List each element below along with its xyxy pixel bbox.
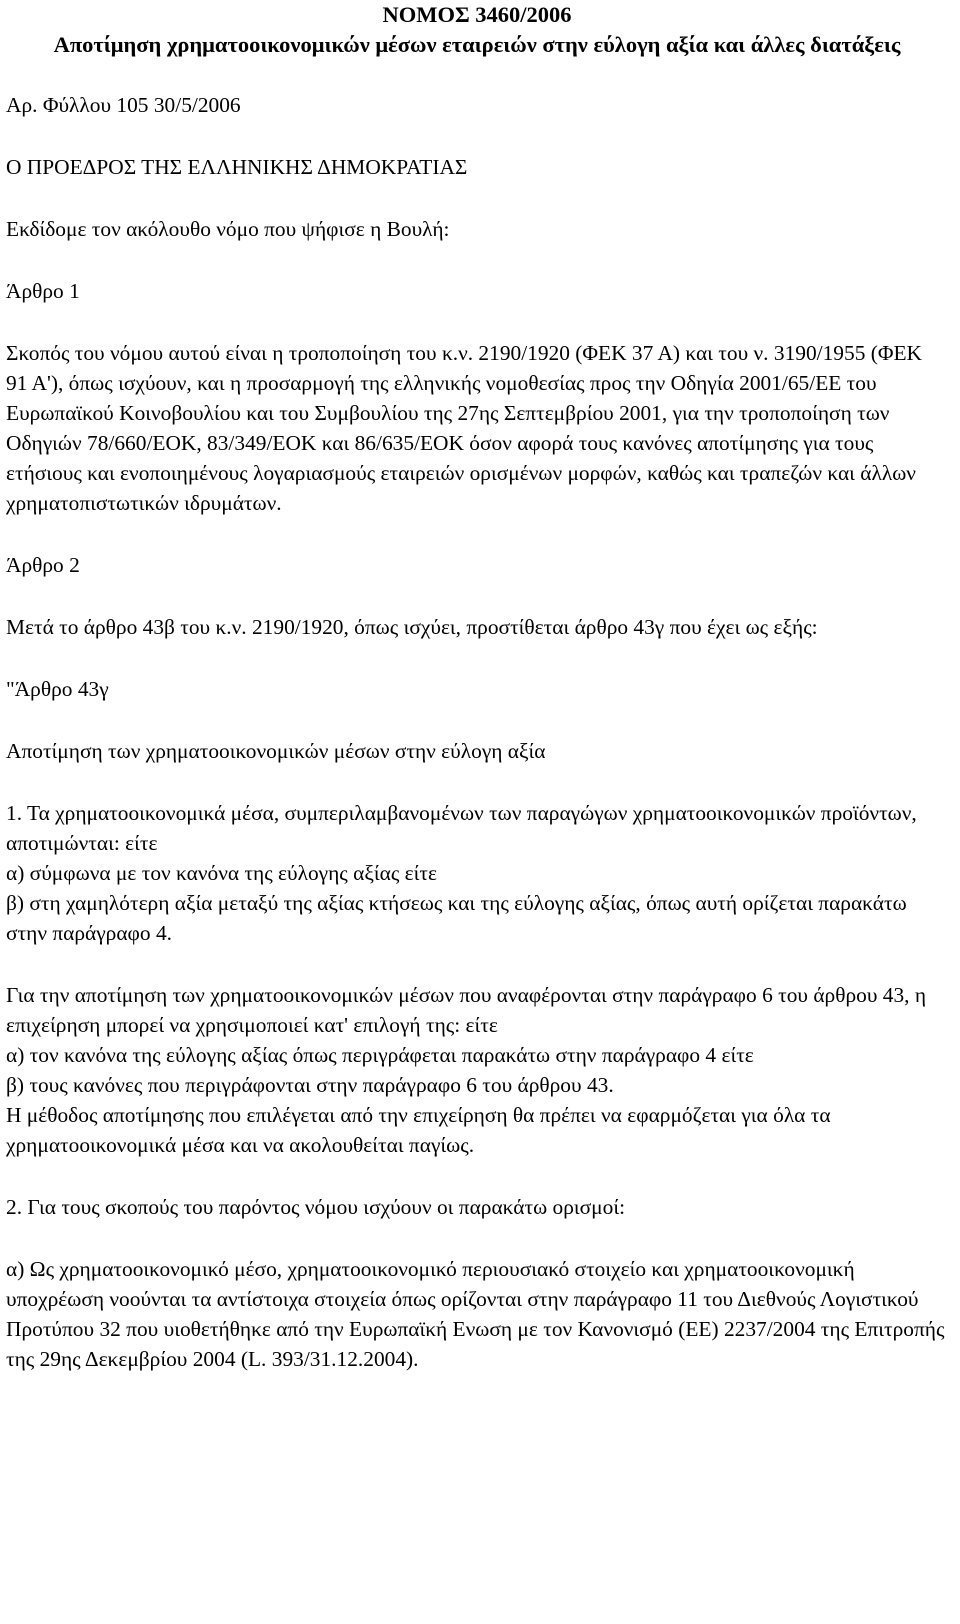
document-body <box>6 90 948 1374</box>
article-43g-heading: "Άρθρο 43γ <box>6 677 109 701</box>
paragraph-1-option-a: α) σύμφωνα με τον κανόνα της εύλογης αξίας είτε <box>6 861 437 885</box>
paragraph-1 <box>6 798 948 948</box>
valuation-option-a: α) τον κανόνα της εύλογης αξίας όπως περιγράφεται παρακάτω στην παράγραφο 4 είτε <box>6 1043 754 1067</box>
law-number: ΝΟΜΟΣ 3460/2006 <box>382 2 572 27</box>
paragraph-2a-text: α) Ως χρηματοοικονομικό μέσο, χρηματοοικονομικό περιουσιακό στοιχείο και χρηματοοικονομική υποχρέωση νοούνται τα αντίστοιχα στοιχεία όπως ορίζονται στην παράγραφο 11 του Διεθνούς Λογιστικού Προτύπου 32 που υιοθετήθηκε από την Ευρωπαϊκή Ενωση με τον Κανονισμό (ΕΕ) 2237/2004 της Επιτροπής της 29ης Δεκεμβρίου 2004 (L. 393/31.12.2004). <box>6 1257 945 1371</box>
document-header <box>6 0 948 60</box>
article-2-heading: Άρθρο 2 <box>6 553 80 577</box>
promulgation-text: Εκδίδομε τον ακόλουθο νόμο που ψήφισε η Βουλή: <box>6 217 450 241</box>
valuation-paragraph <box>6 980 948 1160</box>
article-2-text: Μετά το άρθρο 43β του κ.ν. 2190/1920, όπως ισχύει, προστίθεται άρθρο 43γ που έχει ως εξής: <box>6 615 818 639</box>
paragraph-2-heading: 2. Για τους σκοπούς του παρόντος νόμου ισχύουν οι παρακάτω ορισμοί: <box>6 1195 626 1219</box>
article-1-text: Σκοπός του νόμου αυτού είναι η τροποποίηση του κ.ν. 2190/1920 (ΦΕΚ 37 Α) και του ν. 3190/1955 (ΦΕΚ 91 Α'), όπως ισχύουν, και η προσαρμογή της ελληνικής νομοθεσίας προς την Οδηγία 2001/65/ΕΕ του Ευρωπαϊκού Κοινοβουλίου και του Συμβουλίου της 27ης Σεπτεμβρίου 2001, για την τροποποίηση των Οδηγιών 78/660/ΕΟΚ, 83/349/ΕΟΚ και 86/635/ΕΟΚ όσον αφορά τους κανόνες αποτίμησης για τους ετήσιους και ενοποιημένους λογαριασμούς εταιρειών ορισμένων μορφών, καθώς και τραπεζών και άλλων χρηματοπιστωτικών ιδρυμάτων. <box>6 341 923 515</box>
president-heading: Ο ΠΡΟΕΔΡΟΣ ΤΗΣ ΕΛΛΗΝΙΚΗΣ ΔΗΜΟΚΡΑΤΙΑΣ <box>6 155 468 179</box>
paragraph-1-option-b: β) στη χαμηλότερη αξία μεταξύ της αξίας κτήσεως και της εύλογης αξίας, όπως αυτή ορίζεται παρακάτω στην παράγραφο 4. <box>6 891 907 945</box>
valuation-option-b: β) τους κανόνες που περιγράφονται στην παράγραφο 6 του άρθρου 43. <box>6 1073 614 1097</box>
valuation-method-note: Η μέθοδος αποτίμησης που επιλέγεται από την επιχείρηση θα πρέπει να εφαρμόζεται για όλα τα χρηματοοικονομικά μέσα και να ακολουθείται παγίως. <box>6 1103 831 1157</box>
article-1-heading: Άρθρο 1 <box>6 279 80 303</box>
paragraph-1-intro: 1. Τα χρηματοοικονομικά μέσα, συμπεριλαμβανομένων των παραγώγων χρηματοοικονομικών προϊόντων, αποτιμώνται: είτε <box>6 801 917 855</box>
article-43g-title: Αποτίμηση των χρηματοοικονομικών μέσων στην εύλογη αξία <box>6 739 546 763</box>
law-title: Αποτίμηση χρηματοοικονομικών μέσων εταιρειών στην εύλογη αξία και άλλες διατάξεις <box>53 32 901 57</box>
gazette-issue: Αρ. Φύλλου 105 30/5/2006 <box>6 93 241 117</box>
valuation-intro: Για την αποτίμηση των χρηματοοικονομικών μέσων που αναφέρονται στην παράγραφο 6 του άρθρου 43, η επιχείρηση μπορεί να χρησιμοποιεί κατ' επιλογή της: είτε <box>6 983 927 1037</box>
